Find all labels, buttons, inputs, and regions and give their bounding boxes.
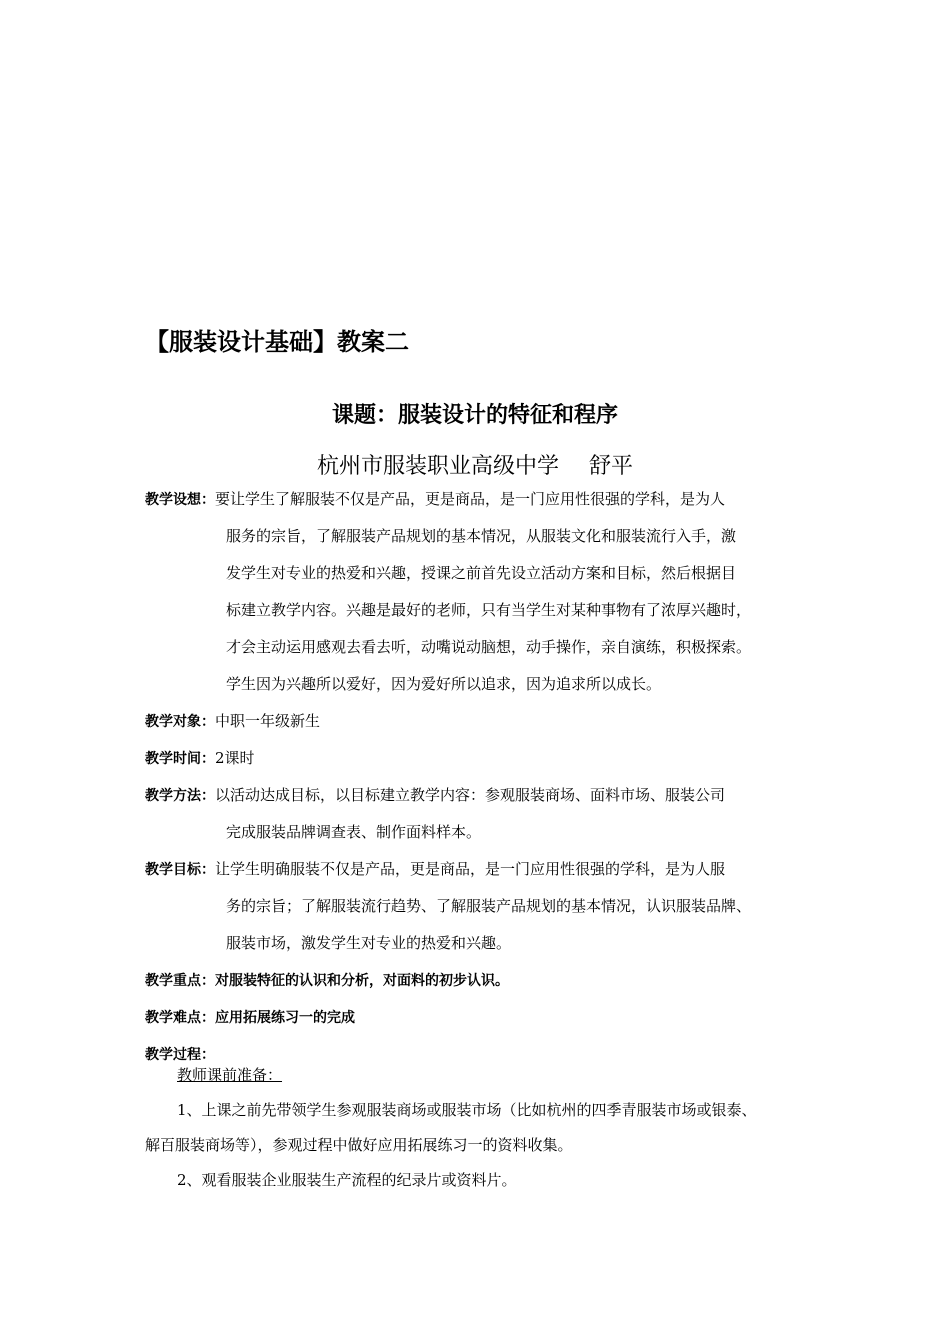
goal-line: 务的宗旨；了解服装流行趋势、了解服装产品规划的基本情况，认识服装品牌、 bbox=[226, 897, 752, 915]
design-row bbox=[145, 481, 825, 518]
prep-heading-row bbox=[145, 1058, 825, 1093]
prep-item-2: 2、观看服装企业服装生产流程的纪录片或资料片。 bbox=[177, 1171, 517, 1189]
focus-text: 对服装特征的认识和分析，对面料的初步认识。 bbox=[215, 973, 509, 989]
time-row bbox=[145, 740, 825, 777]
design-line: 标建立教学内容。兴趣是最好的老师，只有当学生对某种事物有了浓厚兴趣时， bbox=[226, 601, 752, 619]
design-line: 才会主动运用感观去看去听，动嘴说动脑想，动手操作，亲自演练，积极探索。 bbox=[226, 638, 752, 656]
school-name: 杭州市服装职业高级中学 bbox=[316, 454, 559, 479]
prep-heading: 教师课前准备： bbox=[177, 1066, 283, 1084]
prep-item-1-continued: 解百服装商场等），参观过程中做好应用拓展练习一的资料收集。 bbox=[145, 1136, 573, 1154]
method-line: 以活动达成目标，以目标建立教学内容：参观服装商场、面料市场、服装公司 bbox=[215, 786, 726, 804]
audience-text: 中职一年级新生 bbox=[215, 712, 321, 730]
method-row bbox=[145, 777, 825, 814]
design-label: 教学设想： bbox=[145, 492, 215, 508]
time-text: 2课时 bbox=[215, 749, 255, 767]
lesson-topic: 课题：服装设计的特征和程序 bbox=[331, 403, 618, 428]
method-label: 教学方法： bbox=[145, 788, 215, 804]
goal-row bbox=[145, 851, 825, 888]
design-line: 服务的宗旨，了解服装产品规划的基本情况，从服装文化和服装流行入手，激 bbox=[226, 527, 737, 545]
goal-line: 服装市场，激发学生对专业的热爱和兴趣。 bbox=[226, 934, 512, 952]
prep-item-1: 1、上课之前先带领学生参观服装商场或服装市场（比如杭州的四季青服装市场或银泰、 bbox=[177, 1101, 757, 1119]
audience-row bbox=[145, 703, 825, 740]
focus-row bbox=[145, 962, 825, 999]
difficulty-label: 教学难点： bbox=[145, 1010, 215, 1026]
lesson-sections bbox=[145, 481, 825, 1073]
difficulty-row bbox=[145, 999, 825, 1036]
process-label: 教学过程： bbox=[145, 1047, 215, 1063]
audience-label: 教学对象： bbox=[145, 714, 215, 730]
teacher-name: 舒平 bbox=[589, 454, 634, 479]
document-title: 【服装设计基础】教案二 bbox=[145, 328, 409, 356]
focus-label: 教学重点： bbox=[145, 973, 215, 989]
time-label: 教学时间： bbox=[145, 751, 215, 767]
design-line: 发学生对专业的热爱和兴趣，授课之前首先设立活动方案和目标，然后根据目 bbox=[226, 564, 737, 582]
design-line: 学生因为兴趣所以爱好，因为爱好所以追求，因为追求所以成长。 bbox=[226, 675, 662, 693]
teacher-preparation bbox=[145, 1058, 825, 1198]
difficulty-text: 应用拓展练习一的完成 bbox=[215, 1010, 355, 1026]
goal-line: 让学生明确服装不仅是产品，更是商品，是一门应用性很强的学科，是为人服 bbox=[215, 860, 726, 878]
goal-label: 教学目标： bbox=[145, 862, 215, 878]
author-line bbox=[0, 449, 950, 480]
design-line: 要让学生了解服装不仅是产品，更是商品，是一门应用性很强的学科，是为人 bbox=[215, 490, 726, 508]
method-line: 完成服装品牌调查表、制作面料样本。 bbox=[226, 823, 482, 841]
